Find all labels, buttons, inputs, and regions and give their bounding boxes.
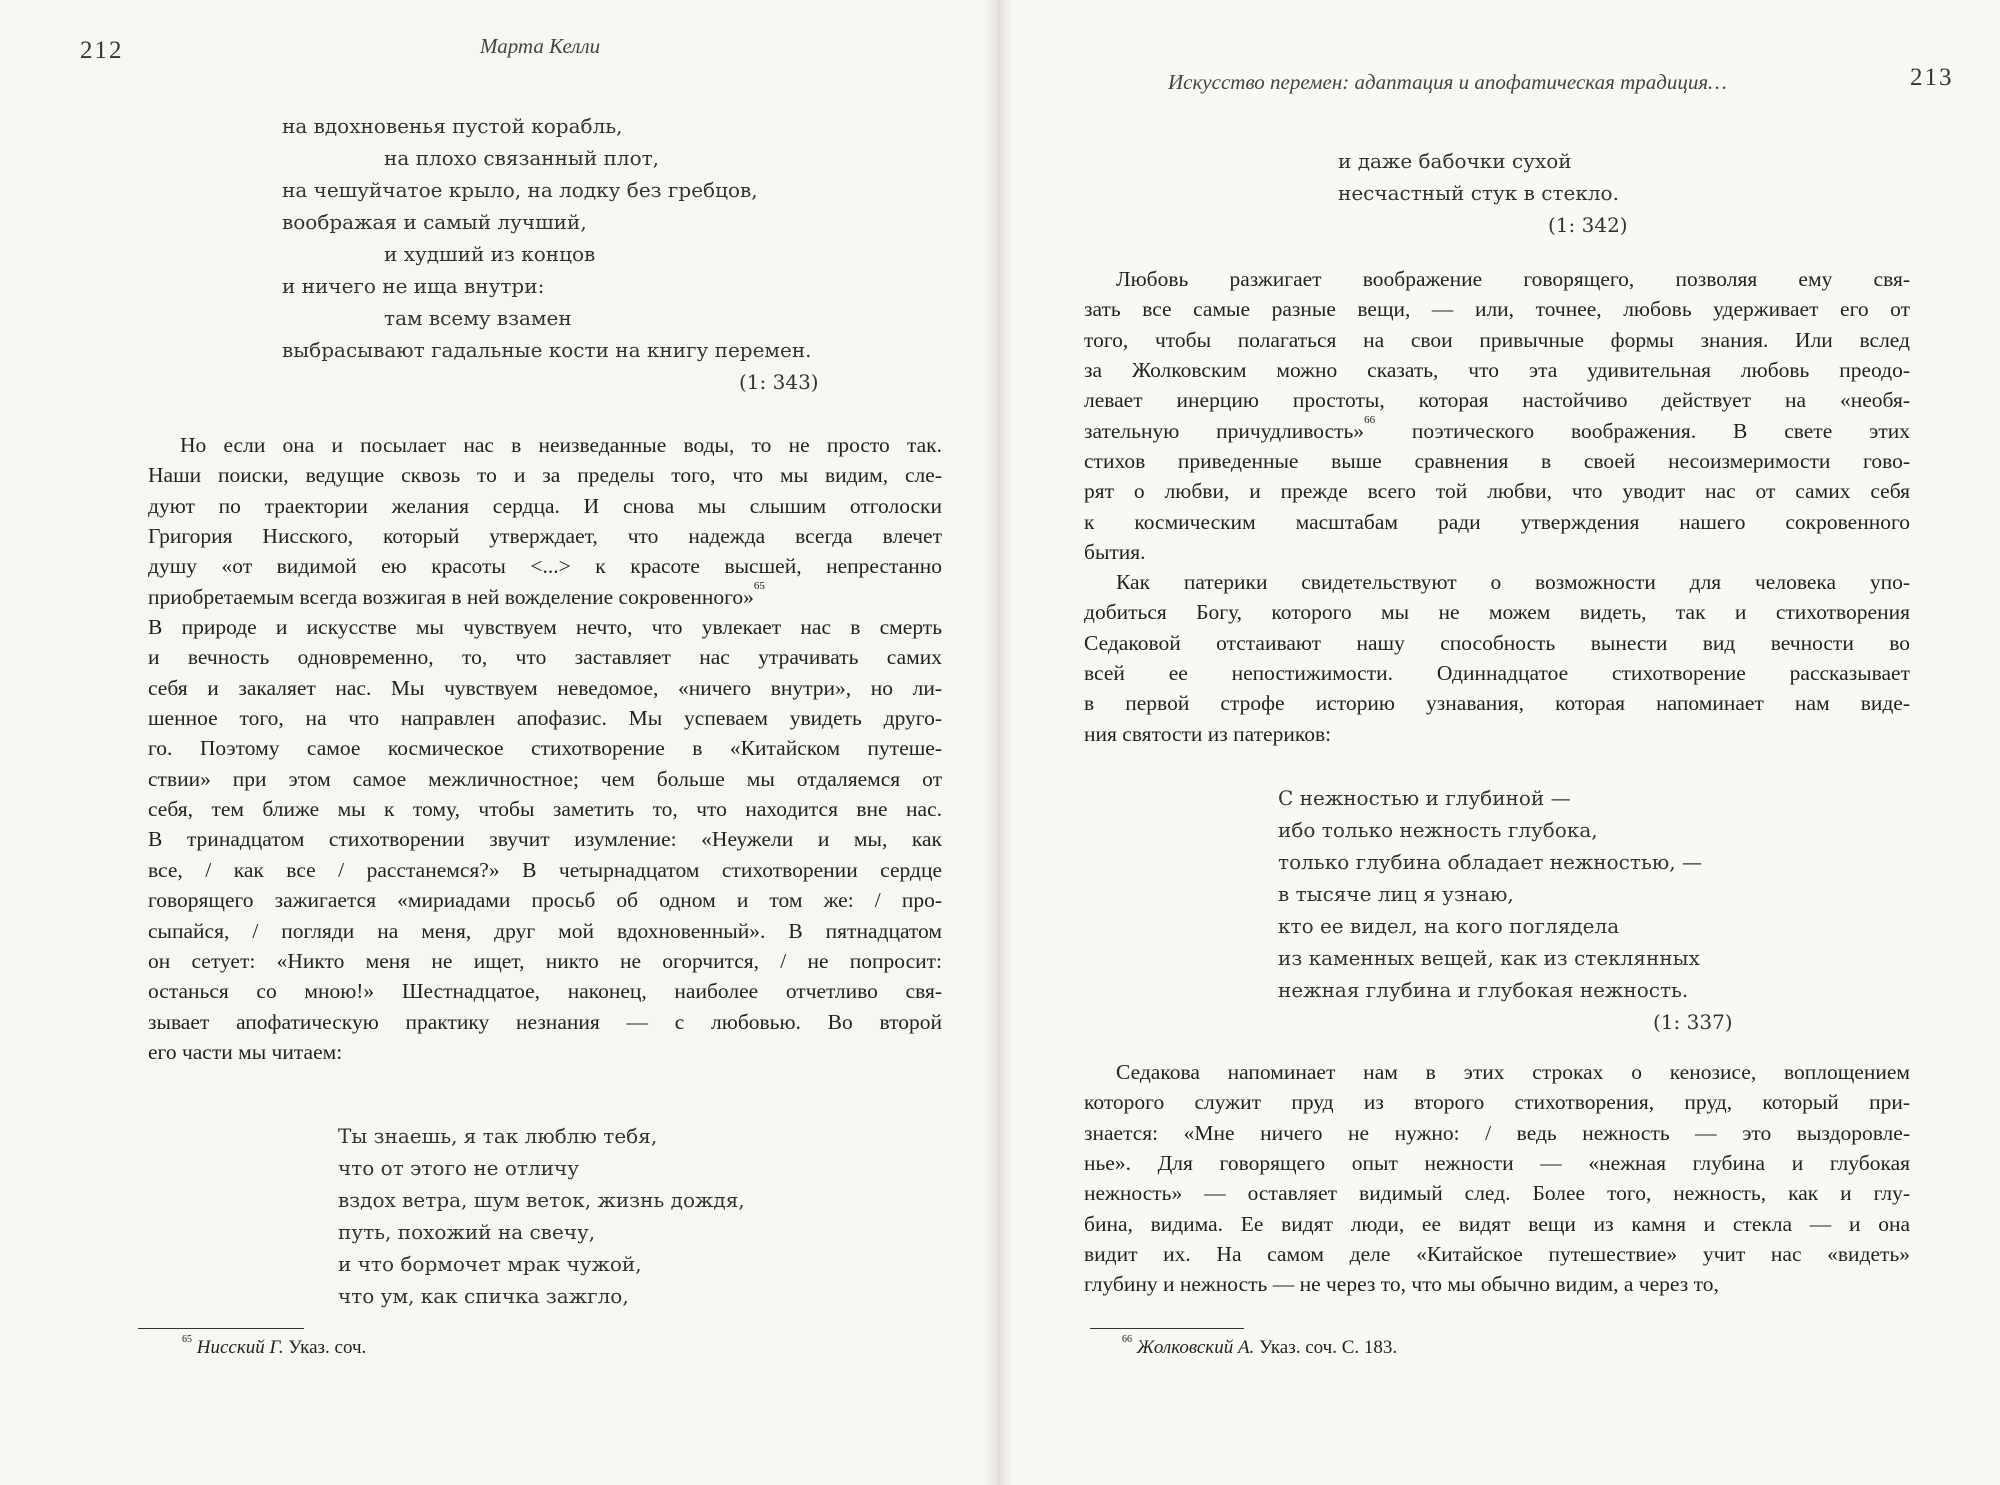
text-line: того, чтобы полагаться на свои привычные формы знания. Или вслед bbox=[1084, 327, 1910, 352]
page-number-left: 212 bbox=[80, 37, 124, 64]
text-line: зывает апофатическую практику незнания — с любовью. Во второй bbox=[148, 1009, 942, 1034]
poem-line: в тысяче лиц я узнаю, bbox=[1278, 882, 1514, 906]
poem-line: на плохо связанный плот, bbox=[384, 146, 660, 170]
poem-line: нежная глубина и глубокая нежность. bbox=[1278, 978, 1689, 1002]
poem-line: на вдохновенья пустой корабль, bbox=[282, 114, 623, 138]
text-line: Любовь разжигает воображение говорящего, позволяя ему свя- bbox=[1116, 267, 1910, 291]
body-paragraph-3 bbox=[1084, 1057, 1910, 1300]
poem-line: и худший из концов bbox=[384, 242, 596, 266]
poem-line: что ум, как спичка зажгло, bbox=[338, 1284, 629, 1308]
body-paragraph bbox=[148, 430, 942, 1067]
poem-line: С нежностью и глубиной — bbox=[1278, 786, 1571, 810]
text-line: шенное того, на что направлен апофазис. Мы успеваем увидеть друго- bbox=[148, 706, 942, 731]
text-line: всей ее непостижимости. Одиннадцатое стихотворение рассказывает bbox=[1084, 661, 1910, 686]
footnote-65 bbox=[182, 1334, 367, 1359]
footnote-66 bbox=[1122, 1334, 1398, 1359]
text-line: стихов приведенные выше сравнения в своей несоизмеримости гово- bbox=[1084, 449, 1910, 474]
footnote-rule bbox=[1090, 1328, 1244, 1329]
text-line: себя, тем ближе мы к тому, чтобы заметить то, что находится вне нас. bbox=[148, 797, 942, 822]
page-number-right: 213 bbox=[1910, 64, 1954, 91]
text-line: ния святости из патериков: bbox=[1084, 721, 1332, 746]
poem-line: несчастный стук в стекло. bbox=[1338, 181, 1619, 205]
footnote-author: Нисский Г. bbox=[196, 1337, 284, 1358]
text-line: душу «от видимой ею красоты <...> к красоте высшей, непрестанно bbox=[148, 554, 942, 579]
text-line-tail: поэтического воображения. В свете этих bbox=[1375, 418, 1910, 443]
poem-line: выбрасывают гадальные кости на книгу перемен. bbox=[282, 338, 812, 362]
text-line: все, / как все / расстанемся?» В четырнадцатом стихотворении сердце bbox=[148, 857, 942, 882]
footnote-rule bbox=[138, 1328, 304, 1329]
poem-line: на чешуйчатое крыло, на лодку без гребцов, bbox=[282, 178, 758, 202]
text-line: Наши поиски, ведущие сквозь то и за пределы того, что мы видим, сле- bbox=[148, 463, 942, 488]
footnote-number: 66 bbox=[1122, 1334, 1132, 1345]
poem-line: кто ее видел, на кого поглядела bbox=[1278, 914, 1620, 938]
text-line: го. Поэтому самое космическое стихотворение в «Китайском путеше- bbox=[148, 736, 942, 761]
body-paragraph-1 bbox=[1084, 264, 1910, 567]
running-head-right: Искусство перемен: адаптация и апофатическая традиция… bbox=[1168, 70, 1727, 94]
poem-line: что от этого не отличу bbox=[338, 1156, 579, 1180]
text-line: говорящего зажигается «мириадами просьб об одном и том же: / про- bbox=[148, 888, 942, 913]
text-line: зательную причудливость»$^{66}$ поэтического воображения. В свете этих bbox=[1084, 413, 1910, 443]
text-line: В природе и искусстве мы чувствуем нечто, что увлекает нас в смерть bbox=[148, 615, 942, 640]
text-line: зать все самые разные вещи, — или, точнее, любовь удерживает его от bbox=[1084, 297, 1910, 322]
footnote-text: Указ. соч. С. 183. bbox=[1254, 1337, 1398, 1358]
text-line: и вечность одновременно, то, что заставляет нас утрачивать самих bbox=[148, 645, 942, 670]
poem-line: и даже бабочки сухой bbox=[1338, 149, 1572, 173]
text-line: нье». Для говорящего опыт нежности — «нежная глубина и глубокая bbox=[1084, 1151, 1910, 1176]
running-head-left: Марта Келли bbox=[480, 34, 601, 58]
poem-reference: (1: 342) bbox=[1548, 213, 1628, 237]
poem-line: ибо только нежность глубока, bbox=[1278, 818, 1598, 842]
text-line: В тринадцатом стихотворении звучит изумление: «Неужели и мы, как bbox=[148, 827, 942, 852]
text-line: которого служит пруд из второго стихотворения, пруд, который при- bbox=[1084, 1090, 1910, 1115]
text-line: рят о любви, и прежде всего той любви, что уводит нас от самих себя bbox=[1084, 479, 1910, 504]
text-line: приобретаемым всегда возжигая в ней вожделение сокровенного»$^{65}$ bbox=[148, 579, 765, 609]
poem-reference: (1: 337) bbox=[1653, 1010, 1733, 1034]
text-line: видит их. На самом деле «Китайское путешествие» учит нас «видеть» bbox=[1084, 1242, 1910, 1267]
poem-line: путь, похожий на свечу, bbox=[338, 1220, 596, 1244]
poem-line: там всему взамен bbox=[384, 306, 572, 330]
left-page bbox=[0, 0, 995, 1485]
poem-excerpt-mid bbox=[1278, 782, 1838, 1038]
text-line: он сетует: «Никто меня не ищет, никто не огорчится, / не попросит: bbox=[148, 948, 942, 973]
text-line: его части мы читаем: bbox=[148, 1039, 343, 1064]
poem-line: из каменных вещей, как из стеклянных bbox=[1278, 946, 1700, 970]
text-line: в первой строфе историю узнавания, которая напоминает нам виде- bbox=[1084, 691, 1910, 716]
text-line: ствии» при этом самое межличностное; чем больше мы отдаляемся от bbox=[148, 766, 942, 791]
poem-excerpt bbox=[282, 110, 842, 398]
footnote-marker: 66 bbox=[1364, 413, 1376, 426]
body-paragraph-2 bbox=[1084, 567, 1910, 749]
text-line: Григория Нисского, который утверждает, что надежда всегда влечет bbox=[148, 524, 942, 549]
text-line: Седаковой отстаивают нашу способность вынести вид вечности во bbox=[1084, 630, 1910, 655]
text-line: нежность» — оставляет видимый след. Более того, нежность, как и глу- bbox=[1084, 1181, 1910, 1206]
text-line: останься со мною!» Шестнадцатое, наконец, наиболее отчетливо свя- bbox=[148, 979, 942, 1004]
text-line: Седакова напоминает нам в этих строках о кенозисе, воплощением bbox=[1116, 1060, 1910, 1084]
text-line: знается: «Мне ничего не нужно: / ведь нежность — это выздоровле- bbox=[1084, 1120, 1910, 1145]
text-line: бытия. bbox=[1084, 540, 1146, 565]
text-line: левает инерцию простоты, которая настойчиво действует на «необя- bbox=[1084, 388, 1910, 413]
poem-line: только глубина обладает нежностью, — bbox=[1278, 850, 1702, 874]
text-line: добиться Богу, которого мы не можем видеть, так и стихотворения bbox=[1084, 600, 1910, 625]
poem-line: Ты знаешь, я так люблю тебя, bbox=[338, 1124, 658, 1148]
text-line: к космическим масштабам ради утверждения нашего сокровенного bbox=[1084, 509, 1910, 534]
poem-excerpt-2 bbox=[338, 1120, 838, 1312]
text-line: глубину и нежность — не через то, что мы обычно видим, а через то, bbox=[1084, 1272, 1719, 1297]
footnote-marker: 65 bbox=[753, 579, 765, 592]
poem-line: и что бормочет мрак чужой, bbox=[338, 1252, 642, 1276]
poem-line: и ничего не ища внутри: bbox=[282, 274, 545, 298]
text-line: сыпайся, / погляди на меня, друг мой вдохновенный». В пятнадцатом bbox=[148, 918, 942, 943]
poem-reference: (1: 343) bbox=[739, 370, 819, 394]
footnote-text: Указ. соч. bbox=[283, 1337, 367, 1358]
footnote-author: Жолковский А. bbox=[1136, 1337, 1255, 1358]
text-line: Но если она и посылает нас в неизведанные воды, то не просто так. bbox=[180, 433, 942, 457]
text-line: за Жолковским можно сказать, что эта удивительная любовь преодо- bbox=[1084, 358, 1910, 383]
right-page bbox=[1000, 0, 2000, 1485]
poem-excerpt-top bbox=[1338, 145, 1838, 241]
text-line: бина, видима. Ее видят люди, ее видят вещи из камня и стекла — и она bbox=[1084, 1211, 1910, 1236]
book-gutter bbox=[985, 0, 1013, 1485]
text-line: Как патерики свидетельствуют о возможности для человека упо- bbox=[1116, 570, 1910, 594]
footnote-number: 65 bbox=[182, 1334, 192, 1345]
text-line: себя и закаляет нас. Мы чувствуем неведомое, «ничего внутри», но ли- bbox=[148, 675, 942, 700]
text-line: дуют по траектории желания сердца. И снова мы слышим отголоски bbox=[148, 493, 942, 518]
poem-line: воображая и самый лучший, bbox=[282, 210, 587, 234]
poem-line: вздох ветра, шум веток, жизнь дождя, bbox=[338, 1188, 745, 1212]
